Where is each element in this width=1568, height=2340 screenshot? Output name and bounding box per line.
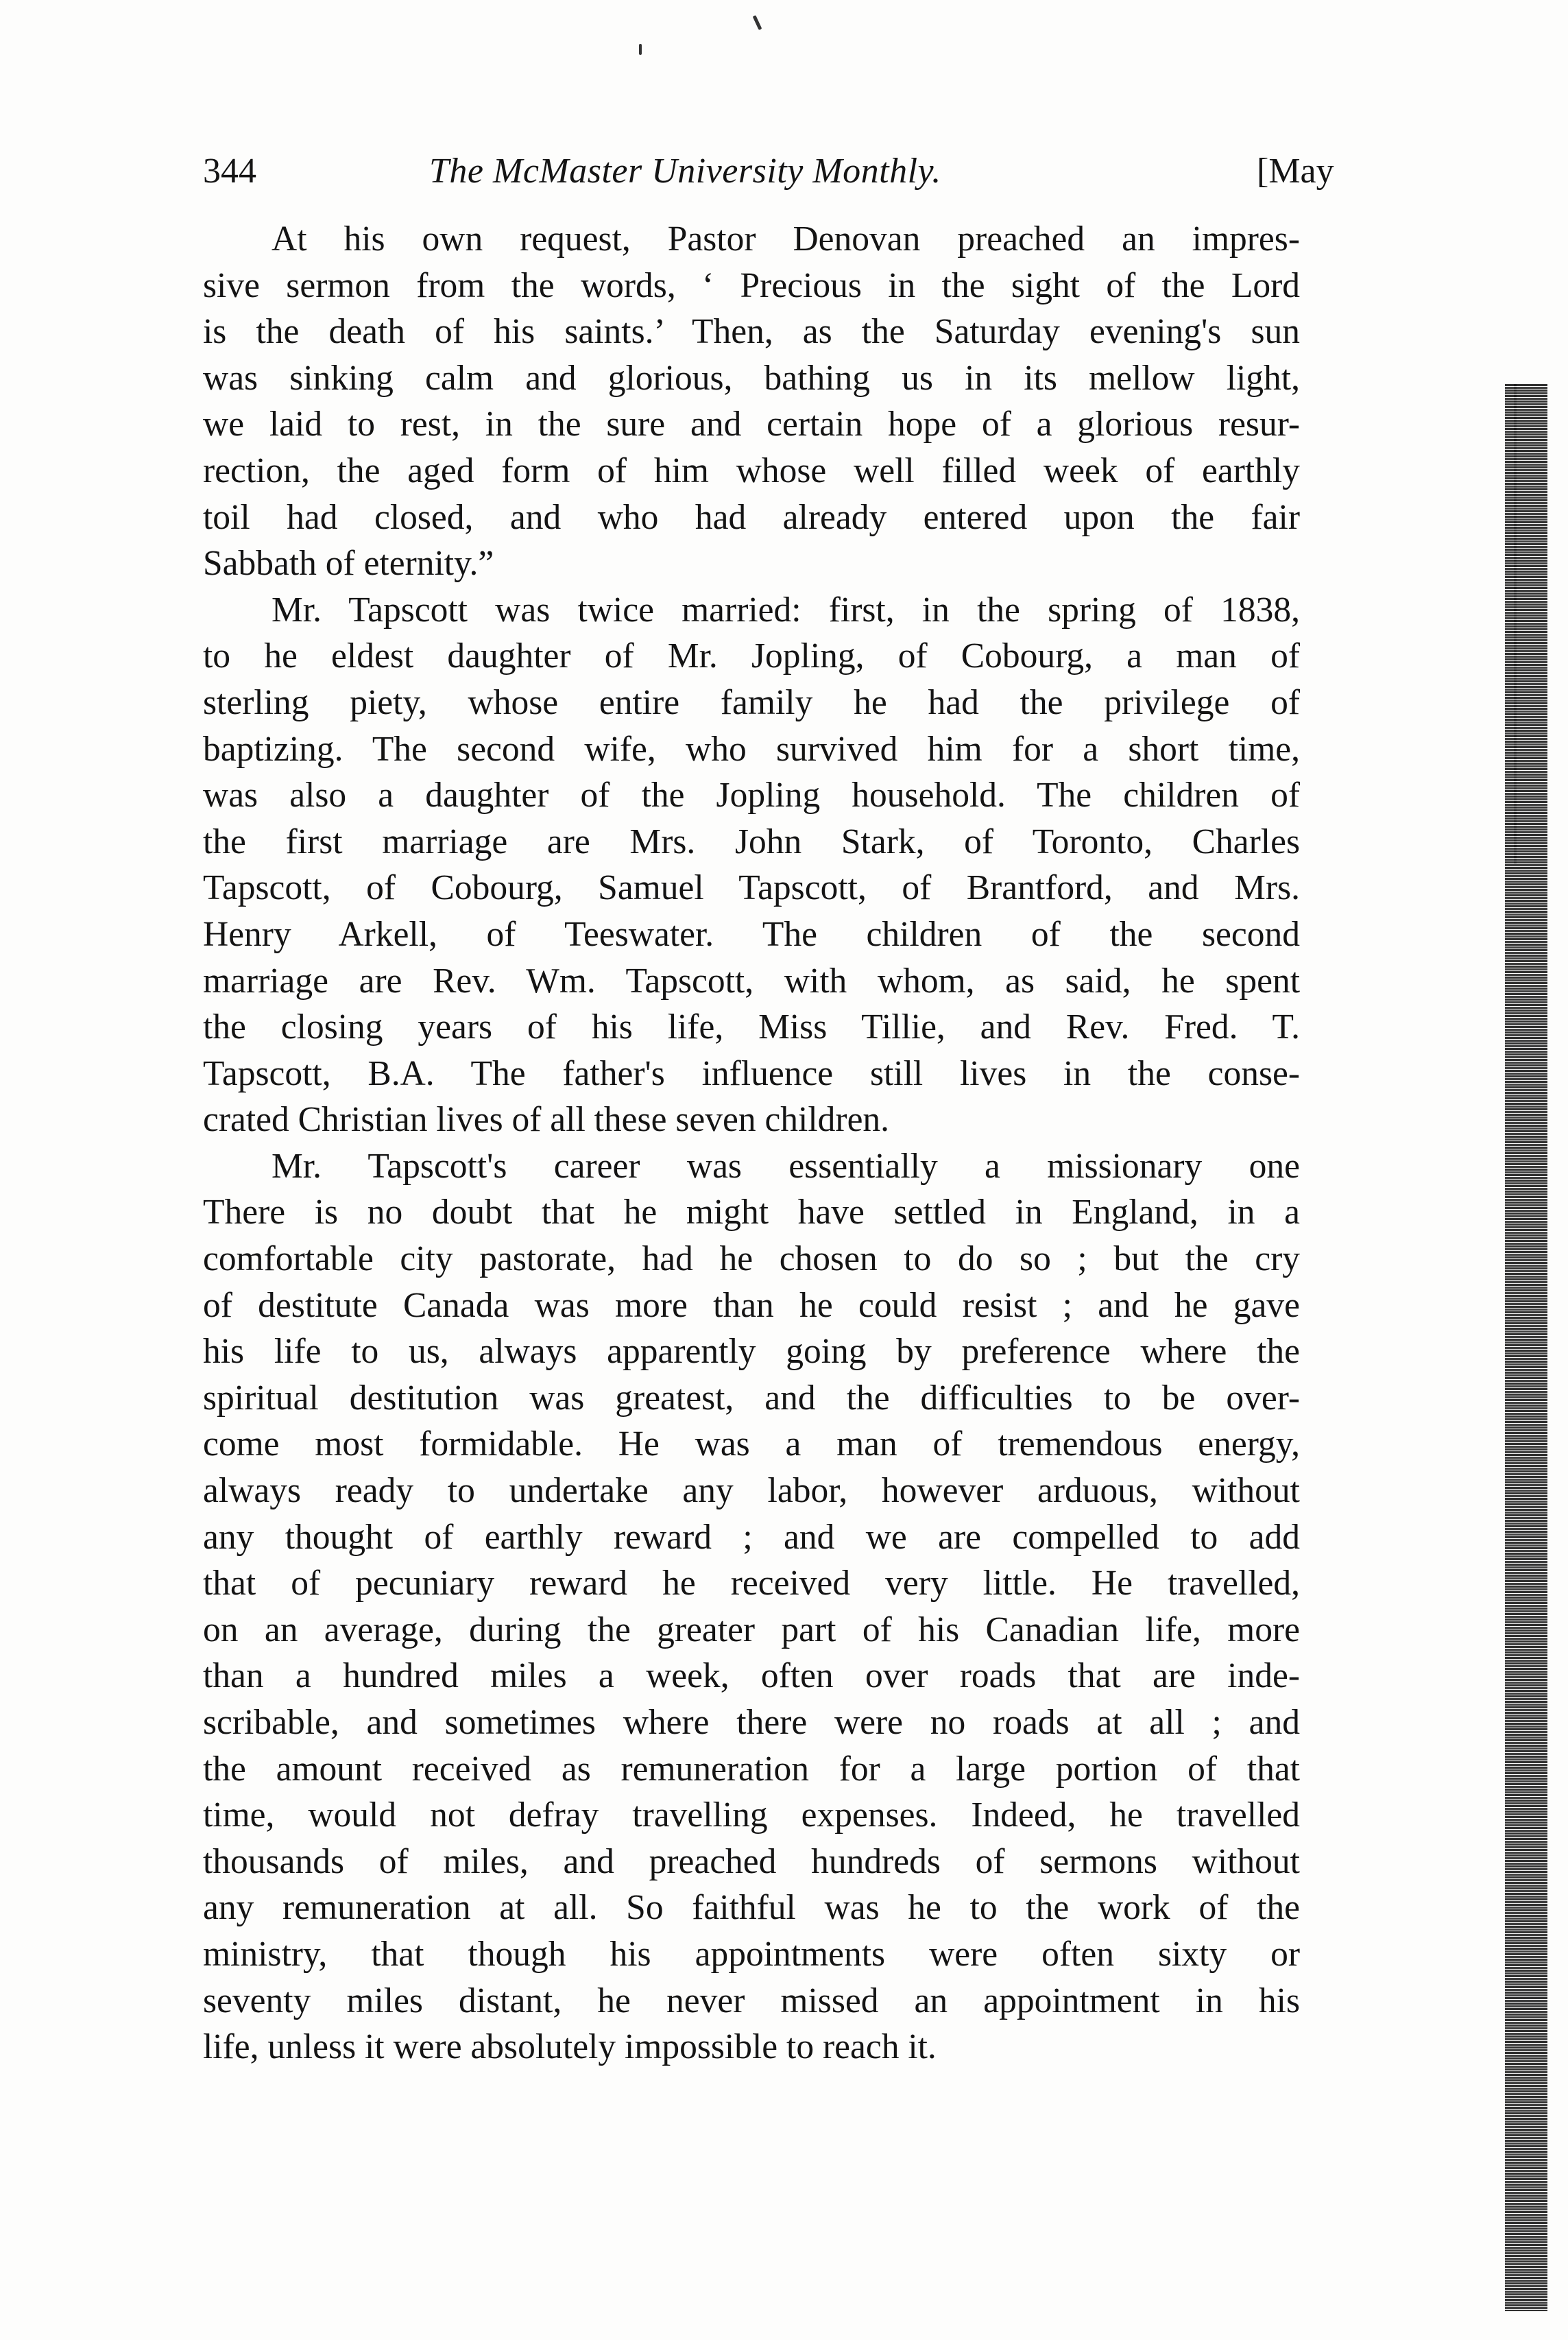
text-line: Tapscott, B.A. The father's influence still lives in the conse-: [203, 1053, 1300, 1093]
running-title: The McMaster University Monthly.: [429, 152, 941, 191]
text-line: always ready to undertake any labor, however arduous, without: [203, 1471, 1300, 1511]
text-line: of destitute Canada was more than he could resist ; and he gave: [203, 1285, 1300, 1325]
text-line: we laid to rest, in the sure and certain hope of a glorious resur-: [203, 405, 1300, 444]
text-line: rection, the aged form of him whose well filled week of earthly: [203, 451, 1300, 490]
text-line: ministry, that though his appointments were often sixty or: [203, 1934, 1300, 1974]
text-line: spiritual destitution was greatest, and the difficulties to be over-: [203, 1378, 1300, 1418]
text-line: life, unless it were absolutely impossible to reach it.: [203, 2027, 937, 2067]
text-line: any remuneration at all. So faithful was he to the work of the: [203, 1888, 1300, 1928]
text-line: was also a daughter of the Jopling household. The children of: [203, 776, 1300, 815]
text-line: Mr. Tapscott was twice married: first, in the spring of 1838,: [272, 590, 1300, 630]
text-line: come most formidable. He was a man of tremendous energy,: [203, 1424, 1300, 1464]
text-line: thousands of miles, and preached hundreds of sermons without: [203, 1841, 1300, 1881]
text-line: sterling piety, whose entire family he had the privilege of: [203, 682, 1300, 722]
text-line: Henry Arkell, of Teeswater. The children of the second: [203, 914, 1300, 954]
text-line: At his own request, Pastor Denovan preached an impres-: [272, 219, 1300, 259]
text-line: the closing years of his life, Miss Tillie, and Rev. Fred. T.: [203, 1007, 1300, 1047]
text-line: There is no doubt that he might have settled in England, in a: [203, 1193, 1300, 1232]
text-line: than a hundred miles a week, often over roads that are inde-: [203, 1656, 1300, 1696]
text-line: Tapscott, of Cobourg, Samuel Tapscott, of Brantford, and Mrs.: [203, 868, 1300, 908]
text-line: baptizing. The second wife, who survived him for a short time,: [203, 729, 1300, 769]
issue-month: [May: [1257, 152, 1334, 191]
text-line: on an average, during the greater part of his Canadian life, more: [203, 1610, 1300, 1649]
text-line: seventy miles distant, he never missed an appointment in his: [203, 1981, 1300, 2020]
text-line: any thought of earthly reward ; and we are compelled to add: [203, 1517, 1300, 1557]
text-line: that of pecuniary reward he received very little. He travelled,: [203, 1564, 1300, 1603]
text-line: Sabbath of eternity.”: [203, 544, 494, 584]
text-line: the amount received as remuneration for a large portion of that: [203, 1749, 1300, 1789]
text-line: time, would not defray travelling expenses. Indeed, he travelled: [203, 1795, 1300, 1835]
text-line: marriage are Rev. Wm. Tapscott, with whom, as said, he spent: [203, 961, 1300, 1001]
text-line: is the death of his saints.’ Then, as the Saturday evening's sun: [203, 312, 1300, 352]
text-line: the first marriage are Mrs. John Stark, of Toronto, Charles: [203, 822, 1300, 861]
article-body: [203, 216, 1300, 2070]
text-line: comfortable city pastorate, had he chosen to do so ; but the cry: [203, 1239, 1300, 1279]
scan-speck: [753, 15, 762, 30]
scan-speck: [639, 44, 642, 55]
binding-edge: [1505, 384, 1547, 2311]
text-line: sive sermon from the words, ‘ Precious in the sight of the Lord: [203, 265, 1300, 305]
text-line: toil had closed, and who had already entered upon the fair: [203, 497, 1300, 537]
page-number: 344: [203, 152, 256, 191]
text-line: Mr. Tapscott's career was essentially a missionary one: [272, 1146, 1300, 1186]
running-header: [203, 144, 1334, 199]
text-line: crated Christian lives of all these seven children.: [203, 1100, 890, 1140]
text-line: was sinking calm and glorious, bathing us in its mellow light,: [203, 358, 1300, 398]
text-line: to he eldest daughter of Mr. Jopling, of Cobourg, a man of: [203, 636, 1300, 676]
text-line: his life to us, always apparently going by preference where the: [203, 1332, 1300, 1372]
text-line: scribable, and sometimes where there were no roads at all ; and: [203, 1703, 1300, 1742]
